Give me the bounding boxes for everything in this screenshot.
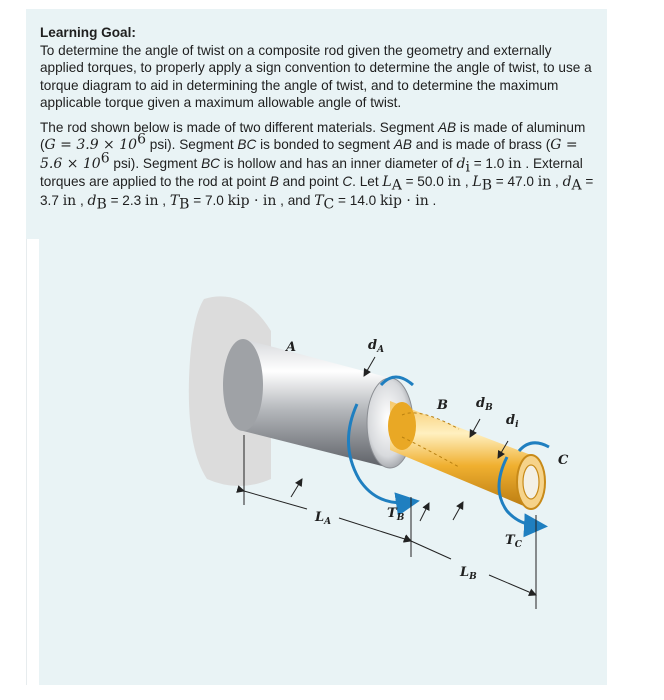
- diameter-symbol: d: [562, 174, 572, 190]
- length-symbol: L: [382, 174, 392, 190]
- label-b: B: [437, 398, 448, 413]
- diameter-symbol: d: [87, 192, 97, 209]
- torque-symbol: T: [169, 192, 180, 209]
- unit-psi: psi: [109, 155, 131, 171]
- problem-text-span: is bonded to segment: [256, 137, 394, 152]
- label-db: $d_B$: [476, 396, 493, 413]
- exponent: 6: [100, 149, 110, 166]
- problem-text-span: . Let: [352, 174, 383, 189]
- problem-text-span: ). Segment: [130, 155, 202, 171]
- point-b-ref: B: [269, 174, 279, 189]
- learning-goal-heading: Learning Goal:: [40, 25, 136, 40]
- label-lb: $L_B$: [460, 565, 477, 582]
- di-leader-bottom: [453, 502, 463, 520]
- segment-ab-ref: AB: [393, 137, 412, 152]
- inner-diameter-symbol: d: [456, 155, 466, 172]
- separator: .: [428, 192, 437, 208]
- unit-in: in: [537, 174, 552, 190]
- separator: ,: [551, 174, 563, 189]
- label-tc: $T_C$: [505, 533, 522, 550]
- value-da: = 3.7: [40, 174, 594, 208]
- separator: , and: [276, 192, 315, 208]
- segment-bc-brass: [388, 401, 545, 509]
- problem-text: [40, 24, 596, 213]
- value-lb: = 47.0: [491, 174, 538, 189]
- label-di: $d_i$: [506, 413, 519, 430]
- problem-text-span: is made of aluminum (: [40, 119, 586, 152]
- label-la: $L_A$: [315, 510, 332, 527]
- separator: ,: [76, 192, 88, 208]
- label-a: A: [286, 340, 297, 355]
- figure-panel: [39, 239, 607, 685]
- separator: ,: [158, 192, 170, 208]
- problem-text-span: ). Segment: [167, 137, 238, 152]
- learning-goal: [40, 24, 596, 112]
- exponent: 6: [137, 131, 146, 148]
- value-di: = 1.0: [469, 155, 509, 171]
- aluminum-modulus: G = 3.9 × 10: [44, 137, 138, 153]
- segment-ab-ref: AB: [437, 119, 457, 135]
- label-tb: $T_B$: [387, 506, 405, 523]
- subscript: i: [465, 159, 470, 176]
- brass-modulus: G = 5.6 × 10: [40, 137, 578, 172]
- subscript: B: [481, 177, 492, 194]
- db-leader-bottom: [420, 503, 429, 521]
- torque-symbol: T: [314, 192, 324, 209]
- problem-text-span: . External torques are applied to the rod at point: [40, 155, 583, 189]
- problem-text-span: and point: [278, 174, 343, 189]
- unit-in: in: [508, 155, 522, 172]
- unit-psi: psi: [145, 137, 168, 152]
- learning-goal-body: To determine the angle of twist on a composite rod given the geometry and externally applied torques, to properly apply a sign convention to determine the angle of twist, to use a torque diagram to aid in determining the angle of twist, and to determine the maximum applicable torque given a maximum allowable angle of twist.: [40, 42, 592, 110]
- torque-arrow-tc-back: [519, 443, 549, 451]
- separator: ,: [461, 174, 473, 189]
- problem-text-span: The rod shown below is made of two different materials. Segment: [40, 119, 438, 135]
- composite-rod-diagram: [39, 239, 607, 685]
- problem-statement: [40, 119, 596, 211]
- value-tc: = 14.0: [334, 192, 380, 208]
- unit-kip-in: kip · in: [380, 192, 429, 209]
- unit-in: in: [144, 192, 159, 209]
- problem-text-span: and is made of brass (: [411, 137, 551, 152]
- subscript: C: [323, 196, 335, 213]
- unit-in: in: [62, 192, 77, 209]
- segment-bc-ref: BC: [201, 155, 220, 171]
- unit-in: in: [447, 174, 462, 190]
- subscript: A: [571, 177, 582, 194]
- label-da: $d_A$: [368, 338, 385, 355]
- subscript: A: [391, 177, 402, 194]
- problem-text-panel: [26, 9, 607, 239]
- da-leader-bottom: [291, 479, 302, 497]
- value-tb: = 7.0: [189, 192, 228, 208]
- subscript: B: [179, 196, 190, 213]
- point-c-ref: C: [342, 174, 353, 189]
- subscript: B: [96, 196, 107, 213]
- value-db: = 2.3: [106, 192, 145, 208]
- value-la: = 50.0: [401, 174, 448, 189]
- label-c: C: [558, 453, 569, 468]
- problem-text-span: is hollow and has an inner diameter of: [219, 155, 457, 171]
- segment-bc-ref: BC: [237, 137, 257, 152]
- length-symbol: L: [472, 174, 482, 190]
- unit-kip-in: kip · in: [227, 192, 277, 209]
